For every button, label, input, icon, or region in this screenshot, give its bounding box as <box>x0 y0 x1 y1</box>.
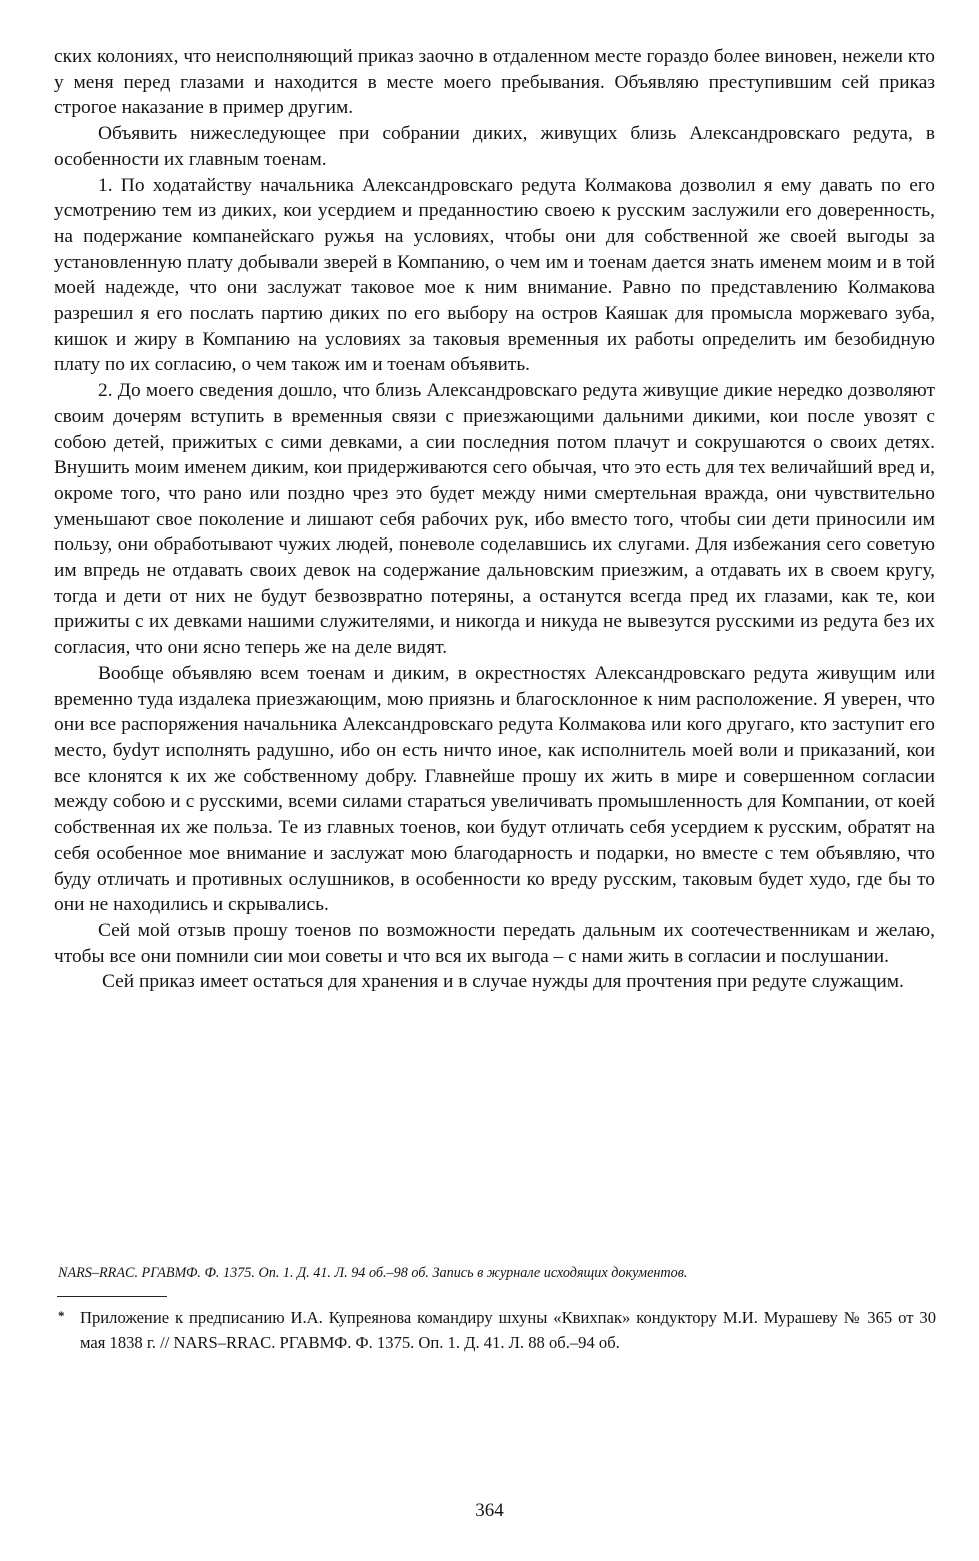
footnote-divider <box>57 1296 167 1297</box>
paragraph-request: Сей мой отзыв прошу тоенов по возможности передать дальным их соотечественникам и желаю, чтобы все они помнили сии мои советы и что вся их выгода – с нами жить в согласии и послушании. <box>54 919 935 967</box>
footnote-text: Приложение к предписанию И.А. Купреянова командиру шхуны «Квихпак» кондуктору М.И. Мурашеву № 365 от 30 мая 1838 г. // NARS–RRAC. РГАВМФ. Ф. 1375. Оп. 1. Д. 41. Л. 88 об.–94 об. <box>80 1308 936 1352</box>
paragraph-closing: Сей приказ имеет остаться для хранения и в случае нужды для прочтения при редуте служащим. <box>102 971 904 993</box>
paragraph-general: Вообще объявляю всем тоенам и диким, в окрестностях Александровскаго редута живущим или временно туда издалека приезжающим, мою приязнь и благосклонное к ним расположение. Я уверен, что они все распоряжения начальника Александровскаго редута Колмакова или кого другаго, кто заступит его место, буdут исполнять радушно, ибо он есть ничто иное, как исполнитель моей воли и приказаний, кои все клонятся к их же собственному добру. Главнейше прошу их жить в мире и совершенном согласии между собою и с русскими, всеми силами стараться увеличивать промышленность для Компании, от коей собственная их же польза. Те из главных тоенов, кои будут отличать себя усердием к русским, обратят на себя особенное мое внимание и заслужат мою благодарность и подарки, но вместе с тем объявляю, что буду отличать и противных ослушников, в особенности ко вреду русским, таковым будет худо, где бы то они не находились и скрывались. <box>54 662 935 916</box>
paragraph-continuation: ских колониях, что неисполняющий приказ заочно в отдаленном месте гораздо более виновен, нежели кто у меня перед глазами и находится в месте моего пребывания. Объявляю преступившим сей приказ строгое наказание в пример другим. <box>54 46 935 119</box>
page-number: 364 <box>475 1500 504 1521</box>
paragraph-announcement: Объявить нижеследующее при собрании диких, живущих близь Александровскаго редута, в особенности их главным тоенам. <box>54 123 935 170</box>
footnote <box>58 1304 936 1355</box>
footnote-marker: * <box>58 1308 65 1323</box>
source-citation: NARS–RRAC. РГАВМФ. Ф. 1375. Оп. 1. Д. 41. Л. 94 об.–98 об. Запись в журнале исходящих документов. <box>58 1265 688 1281</box>
paragraph-item-1: 1. По ходатайству начальника Александровскаго редута Колмакова дозволил я ему давать по его усмотрению тем из диких, кои усердием и преданностию своею к русским заслужили его доверенность, на подержание компанейскаго ружья на условиях, чтобы они для собственной же своей выгоды за установленную плату добывали зверей в Компанию, о чем им и тоенам дается знать именем моим и в той моей надежде, что они заслужат таковое мое к ним внимание. Равно по представлению Колмакова разрешил я его послать партию диких по его выбору на остров Каяшак для промысла моржеваго зуба, кишок и жиру в Компанию на условиях за таковыя временныя их работы определить им безобидную плату по их согласию, о чем також им и тоенам объявить. <box>54 174 935 376</box>
paragraph-item-2: 2. До моего сведения дошло, что близь Александровскаго редута живущие дикие нередко дозволяют своим дочерям вступить в временныя связи с приезжающими дальними дикими, кои после увозят с собою детей, прижитых с сими девками, а сии последния потом плачут и сокрушаются о своих детях. Внушить моим именем диким, кои придерживаются сего обычая, что это есть для тех величайший вред и, окроме того, что рано или поздно чрез это будет между ними смертельная вражда, они чувствительно уменьшают свое поколение и лишают себя рабочих рук, ибо вместо того, чтобы сии дети приносили им пользу, они обработывают чужих людей, поневоле соделавшись их слугами. Для избежания сего советую им впредь не отдавать своих девок на содержание дальновским приезжим, а отдавать их в своем кругу, тогда и дети от них не будут безвозвратно потеряны, а останутся всегда пред их глазами, как те, кои прижиты с их девками нашими служителями, и никогда и никуда не вывезутся русскими из редута без их согласия, что они ясно теперь же на деле видят. <box>54 380 935 659</box>
body-text <box>54 44 935 995</box>
